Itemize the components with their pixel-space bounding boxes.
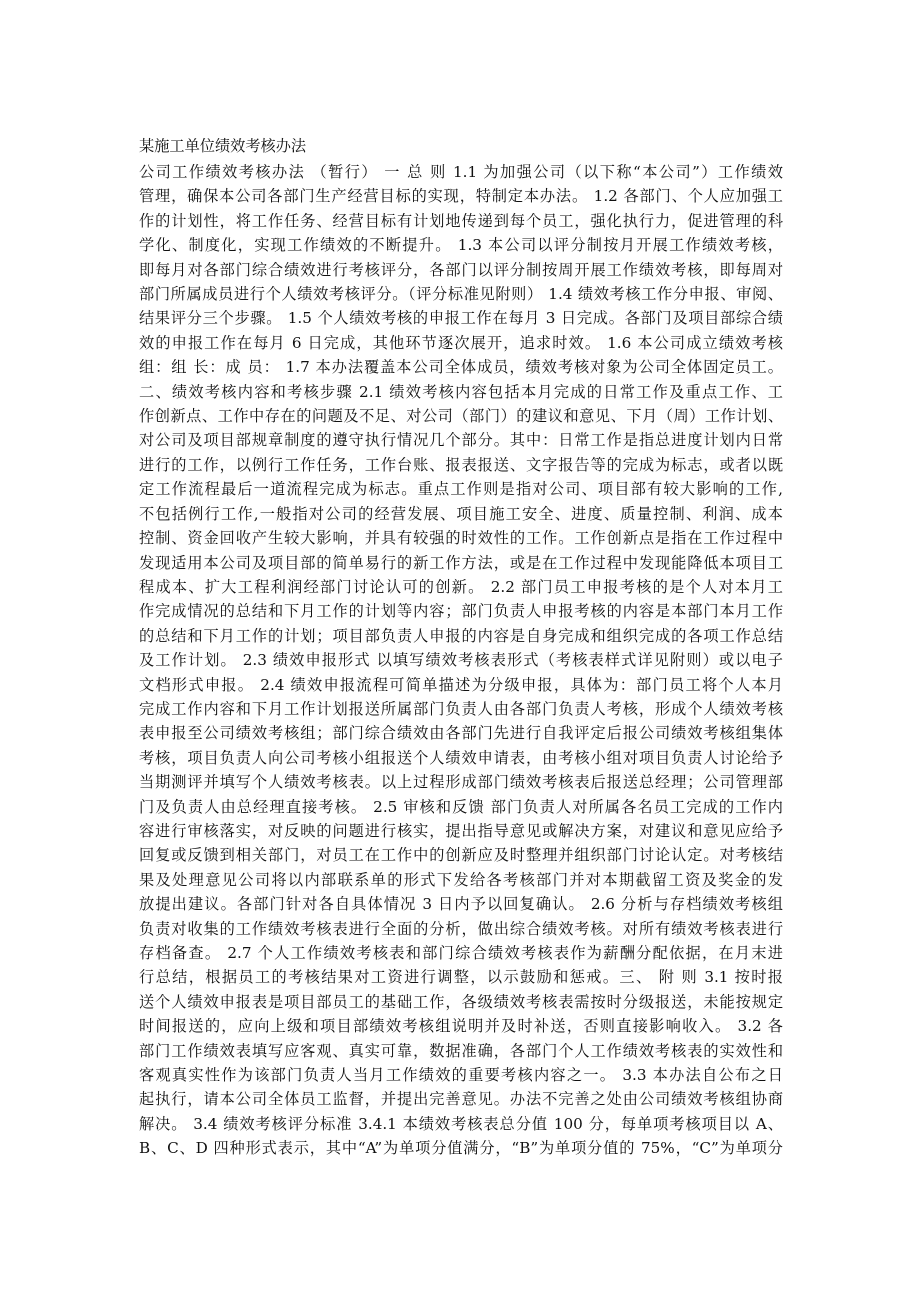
- document-body-line: 放提出建议。各部门针对各自具体情况 3 日内予以回复确认。 2.6 分析与存档绩效考核组: [139, 895, 783, 914]
- document-body-line: 进行的工作，以例行工作任务，工作台账、报表报送、文字报告等的完成为标志，或者以既: [139, 455, 783, 474]
- document-body-line: 的总结和下月工作的计划；项目部负责人申报的内容是自身完成和组织完成的各项工作总结: [139, 626, 783, 645]
- document-body-line: 公司工作绩效考核办法 （暂行） 一 总 则 1.1 为加强公司（以下称“本公司”）工作绩效: [139, 163, 783, 181]
- document-body-line: 门及负责人由总经理直接考核。 2.5 审核和反馈 部门负责人对所属各名员工完成的工作内: [139, 797, 783, 816]
- document-body-line: 结果评分三个步骤。 1.5 个人绩效考核的申报工作在每月 3 日完成。各部门及项目部综合绩: [139, 309, 783, 328]
- document-body-line: 负责对收集的工作绩效考核表进行全面的分析，做出综合绩效考核。对所有绩效考核表进行: [139, 919, 783, 938]
- document-body-line: 解决。 3.4 绩效考核评分标准 3.4.1 本绩效考核表总分值 100 分，每单项考核项目以 A、: [139, 1114, 783, 1133]
- document-body-line: 作创新点、工作中存在的问题及不足、对公司（部门）的建议和意见、下月（周）工作计划、: [139, 407, 783, 426]
- document-body: [139, 160, 783, 1161]
- document-body-line: 控制、资金回收产生较大影响，并具有较强的时效性的工作。工作创新点是指在工作过程中: [139, 529, 783, 548]
- document-body-line: 容进行审核落实，对反映的问题进行核实，提出指导意见或解决方案，对建议和意见应给予: [139, 821, 783, 840]
- document-body-line: 组：组 长：成 员： 1.7 本办法覆盖本公司全体成员，绩效考核对象为公司全体固定员工。: [139, 358, 783, 377]
- document-body-line: 部门工作绩效表填写应客观、真实可靠，数据准确，各部门个人工作绩效考核表的实效性和: [139, 1041, 783, 1060]
- document-body-line: 程成本、扩大工程利润经部门讨论认可的创新。 2.2 部门员工申报考核的是个人对本月工: [139, 577, 783, 596]
- document-body-line: 考核，项目负责人向公司考核小组报送个人绩效申请表，由考核小组对项目负责人讨论给予: [139, 748, 783, 767]
- document-body-line: 行总结，根据员工的考核结果对工资进行调整，以示鼓励和惩戒。三、 附 则 3.1 按时报: [139, 968, 783, 987]
- document-body-line: 客观真实性作为该部门负责人当月工作绩效的重要考核内容之一。 3.3 本办法自公布之日: [139, 1066, 783, 1085]
- document-body-line: 时间报送的，应向上级和项目部绩效考核组说明并及时补送，否则直接影响收入。 3.2 各: [139, 1017, 783, 1036]
- document-body-line: 作的计划性，将工作任务、经营目标有计划地传递到每个员工，强化执行力，促进管理的科: [139, 211, 783, 230]
- document-body-line: 起执行，请本公司全体员工监督，并提出完善意见。办法不完善之处由公司绩效考核组协商: [139, 1090, 783, 1109]
- document-body-line: 果及处理意见公司将以内部联系单的形式下发给各考核部门并对本期截留工资及奖金的发: [139, 870, 783, 889]
- document-body-line: 表申报至公司绩效考核组；部门综合绩效由各部门先进行自我评定后报公司绩效考核组集体: [139, 724, 783, 743]
- document-page: [139, 134, 783, 1161]
- document-body-line: 及工作计划。 2.3 绩效申报形式 以填写绩效考核表形式（考核表样式详见附则）或以电子: [139, 651, 783, 670]
- document-body-line: 完成工作内容和下月工作计划报送所属部门负责人由各部门负责人考核，形成个人绩效考核: [139, 699, 783, 718]
- document-body-line: 回复或反馈到相关部门，对员工在工作中的创新应及时整理并组织部门讨论认定。对考核结: [139, 846, 783, 865]
- document-body-line: 部门所属成员进行个人绩效考核评分。（评分标准见附则） 1.4 绩效考核工作分申报、审阅、: [139, 285, 783, 304]
- document-body-line: 存档备查。 2.7 个人工作绩效考核表和部门综合绩效考核表作为薪酬分配依据，在月末进: [139, 944, 783, 962]
- document-body-line: 发现适用本公司及项目部的简单易行的新工作方法，或是在工作过程中发现能降低本项目工: [139, 553, 783, 572]
- document-body-line: 即每月对各部门综合绩效进行考核评分，各部门以评分制按周开展工作绩效考核，即每周对: [139, 260, 783, 279]
- document-body-line: 定工作流程最后一道流程完成为标志。重点工作则是指对公司、项目部有较大影响的工作,: [139, 480, 783, 499]
- document-body-line: 管理，确保本公司各部门生产经营目标的实现，特制定本办法。 1.2 各部门、个人应加强工: [139, 187, 783, 206]
- document-body-line: B、C、D 四种形式表示，其中“A”为单项分值满分，“B”为单项分值的 75%，“C”为单项分: [139, 1139, 783, 1158]
- document-body-line: 对公司及项目部规章制度的遵守执行情况几个部分。其中：日常工作是指总进度计划内日常: [139, 431, 783, 450]
- document-body-line: 当期测评并填写个人绩效考核表。以上过程形成部门绩效考核表后报送总经理；公司管理部: [139, 773, 783, 792]
- document-title: 某施工单位绩效考核办法: [139, 137, 307, 155]
- document-body-line: 二、绩效考核内容和考核步骤 2.1 绩效考核内容包括本月完成的日常工作及重点工作、工: [139, 382, 783, 401]
- document-body-line: 效的申报工作在每月 6 日完成，其他环节逐次展开，追求时效。 1.6 本公司成立绩效考核: [139, 333, 783, 352]
- document-body-line: 学化、制度化，实现工作绩效的不断提升。 1.3 本公司以评分制按月开展工作绩效考核，: [139, 236, 783, 255]
- document-body-line: 送个人绩效申报表是项目部员工的基础工作，各级绩效考核表需按时分级报送，未能按规定: [139, 992, 783, 1011]
- document-body-line: 不包括例行工作,一般指对公司的经营发展、项目施工安全、进度、质量控制、利润、成本: [139, 504, 783, 523]
- document-body-line: 文档形式申报。 2.4 绩效申报流程可简单描述为分级申报，具体为：部门员工将个人本月: [139, 675, 783, 694]
- document-body-line: 作完成情况的总结和下月工作的计划等内容；部门负责人申报考核的内容是本部门本月工作: [139, 602, 783, 621]
